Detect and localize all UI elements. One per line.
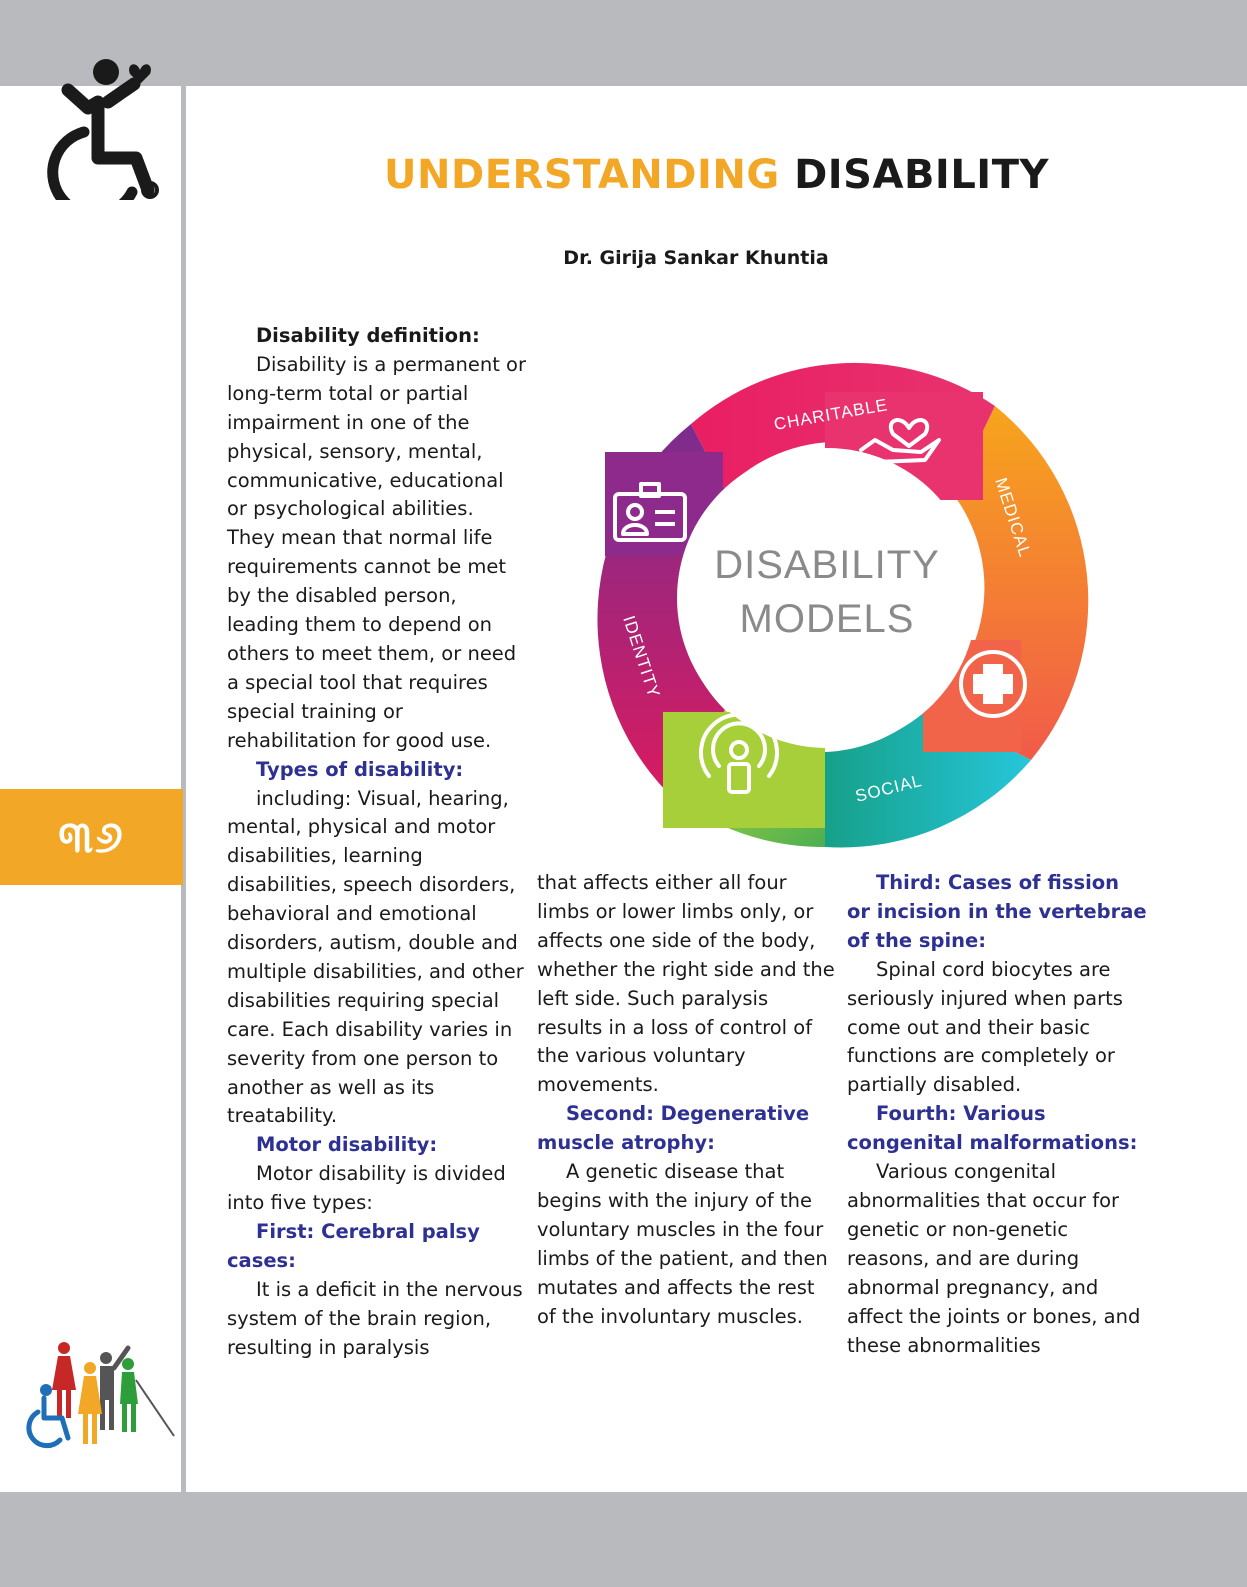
heading-spine: Third: Cases of fission or incision in the vertebrae of the spine: [847,871,1147,952]
paragraph-definition: Disability is a permanent or long-term total or partial impairment in one of the physical, sensory, mental, communicative, educational or psychological abilities. They mean that normal life requirements cannot be met by the disabled person, leading them to depend on others to meet them, or need a special tool that requires special training or rehabilitation for good use. [227,352,526,752]
center-label-2: MODELS [739,597,915,641]
heading-cerebral-palsy: First: Cerebral palsy cases: [227,1220,480,1272]
center-label-1: DISABILITY [714,543,940,587]
label-social: SOCIAL [853,770,925,806]
page-number: ୩୬ [58,811,125,863]
people-inclusion-logo-icon [24,1340,179,1452]
title-accent: UNDERSTANDING [384,152,780,198]
paragraph-paralysis-cont: that affects either all four limbs or lower limbs only, or affects one side of the body, whether the right side and the left side. Such paralysis results in a loss of control of the various voluntary movements. [537,871,835,1097]
heading-types: Types of disability: [256,757,464,781]
heading-definition: Disability definition: [256,324,480,347]
wheelchair-heart-logo-icon [44,50,164,200]
heading-motor: Motor disability: [256,1133,438,1157]
text-column-2 [537,869,837,1332]
author-name: Dr. Girija Sankar Khuntia [563,247,829,269]
disability-models-diagram [575,340,1090,855]
paragraph-congenital: Various congenital abnormalities that occur for genetic or non-genetic reasons, and are during abnormal pregnancy, and affect the joints or bones, and these abnormalities [847,1160,1141,1357]
text-column-1 [227,322,527,1363]
text-column-3 [847,869,1147,1360]
label-charitable: CHARITABLE [772,395,890,434]
paragraph-motor: Motor disability is divided into five types: [227,1162,506,1215]
heading-muscle-atrophy: Second: Degenerative muscle atrophy: [537,1102,810,1155]
paragraph-types: including: Visual, hearing, mental, physical and motor disabilities, learning disabilities, speech disorders, behavioral and emotional disorders, autism, double and multiple disabilities, and other disabilities requiring special care. Each disability varies in severity from one person to another as well as its treatability. [227,786,524,1128]
label-medical: MEDICAL [991,475,1035,560]
title-main: DISABILITY [794,152,1049,198]
label-identity: IDENTITY [619,613,664,701]
page-number-tab [0,789,183,885]
paragraph-muscle-atrophy: A genetic disease that begins with the injury of the voluntary muscles in the four limbs of the patient, and then mutates and affects the rest of the involuntary muscles. [537,1160,828,1328]
bottom-band [0,1492,1247,1587]
top-band [0,0,1247,86]
page-title [186,152,1247,198]
paragraph-cerebral-palsy: It is a deficit in the nervous system of the brain region, resulting in paralysis [227,1277,523,1359]
heading-congenital: Fourth: Various congenital malformations: [847,1102,1138,1155]
paragraph-spine: Spinal cord biocytes are seriously injured when parts come out and their basic functions are completely or partially disabled. [847,957,1123,1097]
